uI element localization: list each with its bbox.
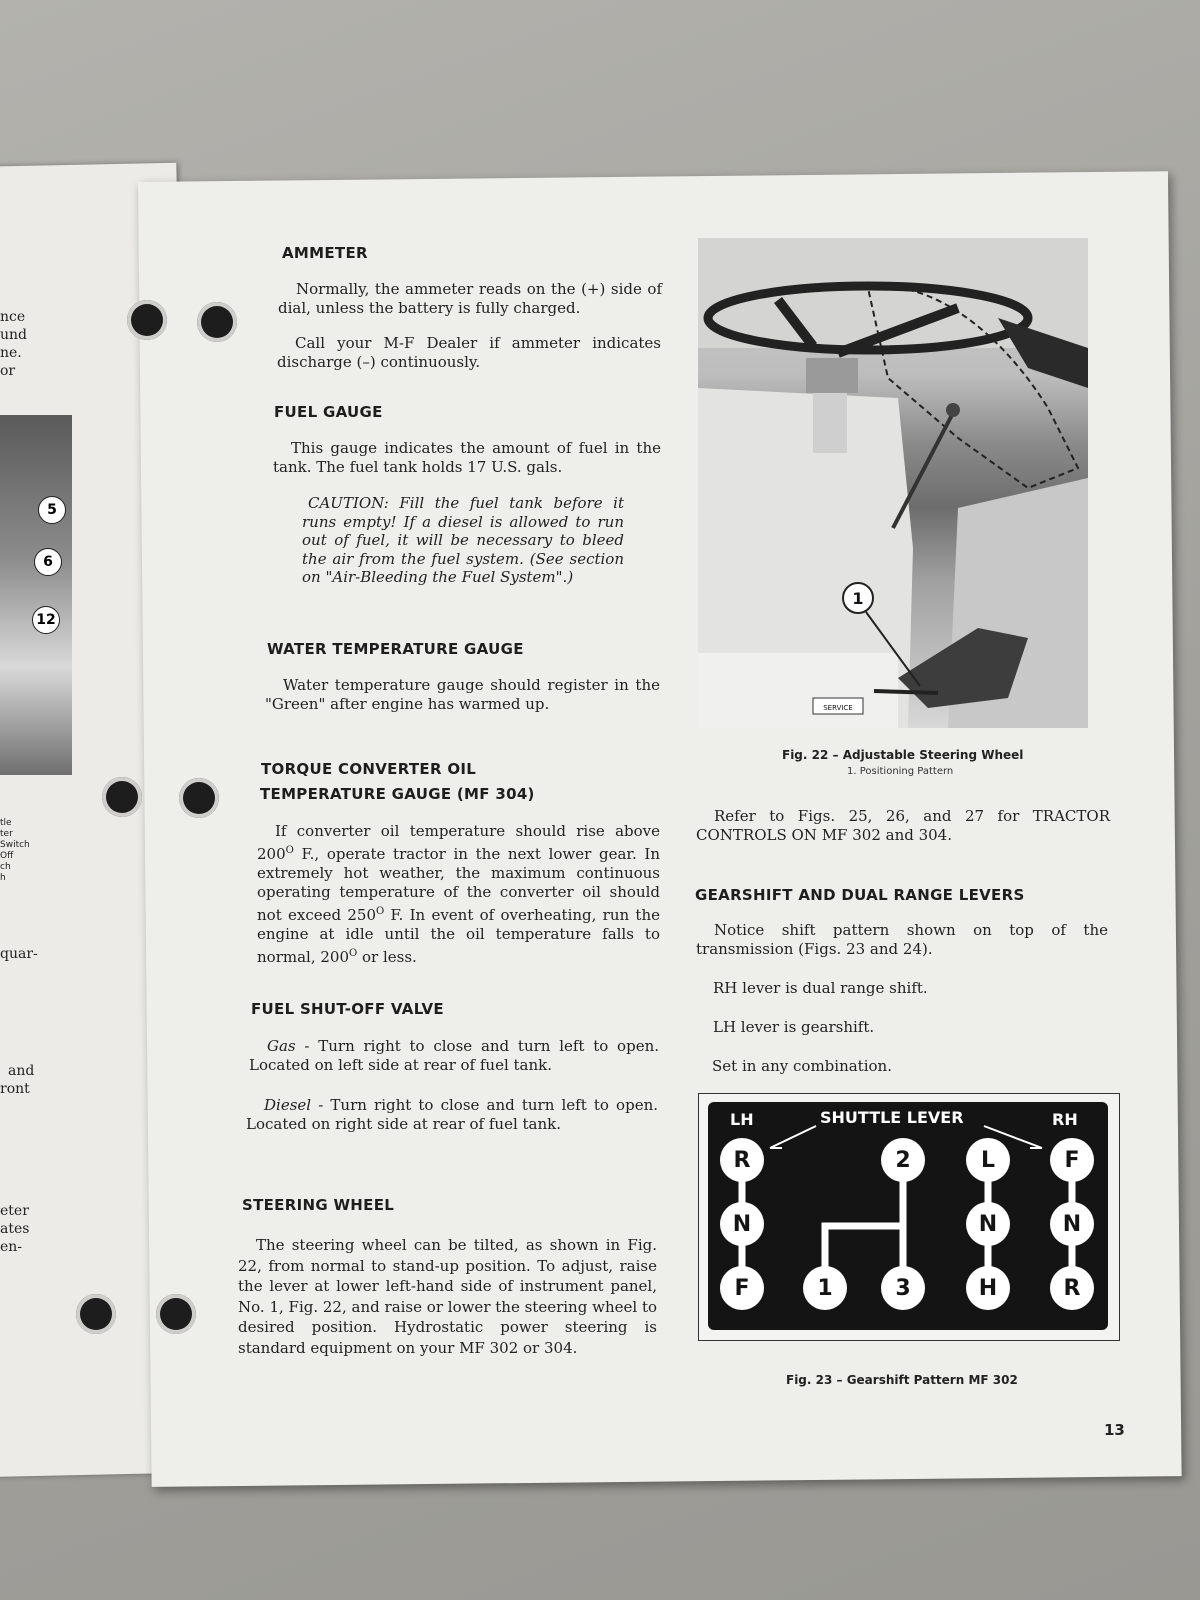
gear-knob-r: R (720, 1138, 764, 1182)
section-heading-torque-converter-line2: TEMPERATURE GAUGE (MF 304) (260, 785, 535, 803)
left-legend-fragment: h (0, 873, 6, 883)
left-legend-fragment: tle (0, 818, 12, 828)
range-knob-l: L (966, 1138, 1010, 1182)
left-legend-fragment: ter (0, 829, 13, 839)
page-number: 13 (1104, 1421, 1125, 1439)
shutoff-gas-paragraph: Gas - Turn right to close and turn left to open. Located on left side at rear of fuel tank. (249, 1037, 659, 1074)
refer-paragraph: Refer to Figs. 25, 26, and 27 for TRACTOR CONTROLS ON MF 302 and 304. (696, 807, 1110, 844)
left-text-fragment: und (0, 327, 27, 343)
left-legend-fragment: Off (0, 851, 14, 861)
section-heading-ammeter: AMMETER (282, 244, 368, 262)
gear-knob-3: 3 (881, 1266, 925, 1310)
section-heading-fuel-gauge: FUEL GAUGE (274, 403, 383, 421)
binder-hole (197, 302, 237, 342)
left-text-fragment: and (8, 1063, 35, 1079)
left-text-fragment: eter (0, 1203, 29, 1219)
gearshift-lh-text: LH lever is gearshift. (713, 1018, 875, 1036)
fig22-callout: 1 (852, 589, 864, 608)
fig23-caption: Fig. 23 – Gearshift Pattern MF 302 (786, 1373, 1018, 1387)
section-heading-water-temp: WATER TEMPERATURE GAUGE (267, 640, 524, 658)
fig22-steering-wheel-photo (698, 238, 1088, 728)
fig22-subcaption: 1. Positioning Pattern (847, 766, 954, 777)
ammeter-paragraph: Normally, the ammeter reads on the (+) side of dial, unless the battery is fully charged. (278, 280, 662, 317)
gear-knob-1: 1 (803, 1266, 847, 1310)
service-label: SERVICE (823, 704, 853, 712)
shift-plate (708, 1102, 1108, 1330)
shutoff-diesel-paragraph: Diesel - Turn right to close and turn left to open. Located on right side at rear of fuel tank. (246, 1096, 658, 1133)
photo-callout: 6 (34, 548, 62, 576)
gear-knob-2: 2 (881, 1138, 925, 1182)
left-instrument-photo (0, 415, 72, 775)
left-text-fragment: ne. (0, 345, 22, 361)
fuel-gauge-paragraph: This gauge indicates the amount of fuel in the tank. The fuel tank holds 17 U.S. gals. (273, 439, 661, 476)
shuttle-knob-r: R (1050, 1266, 1094, 1310)
steering-paragraph: The steering wheel can be tilted, as shown in Fig. 22, from normal to stand-up position. To adjust, raise the lever at lower left-hand side of instrument panel, No. 1, Fig. 22, and raise or lower the steering wheel to desired position. Hydrostatic power steering is standard equipment on your MF 302 or 304. (238, 1236, 657, 1357)
fig23-shift-pattern (698, 1093, 1120, 1341)
section-heading-steering-wheel: STEERING WHEEL (242, 1196, 395, 1214)
lh-label: LH (730, 1110, 754, 1129)
gear-knob-f: F (720, 1266, 764, 1310)
rh-label: RH (1052, 1110, 1078, 1129)
left-text-fragment: ront (0, 1081, 30, 1097)
photo-callout: 12 (32, 606, 60, 634)
range-knob-n: N (966, 1202, 1010, 1246)
left-text-fragment: en- (0, 1239, 23, 1255)
torque-converter-paragraph: If converter oil temperature should rise above $200^O$ F., operate tractor in the next lower gear. In extremely hot weather, the maximum continuous operating temperature of the converter oil should not exceed $250^O$ F. In event of overheating, run the engine at idle until the oil temperature falls to normal, $200^O$ or less. (257, 822, 660, 966)
ammeter-paragraph: Call your M-F Dealer if ammeter indicates discharge (–) continuously. (277, 334, 661, 371)
gear-knob-n: N (720, 1202, 764, 1246)
gearshift-paragraph: Notice shift pattern shown on top of the transmission (Figs. 23 and 24). (696, 921, 1108, 958)
shuttle-lever-label: SHUTTLE LEVER (820, 1108, 964, 1127)
left-text-fragment: quar- (0, 946, 38, 962)
left-text-fragment: or (0, 363, 16, 379)
left-text-fragment: nce (0, 309, 26, 325)
steering-wheel-illustration (698, 238, 1088, 728)
water-temp-paragraph: Water temperature gauge should register in the "Green" after engine has warmed up. (265, 676, 660, 713)
gearshift-rh-text: RH lever is dual range shift. (713, 979, 928, 997)
gearshift-combination-text: Set in any combination. (712, 1057, 892, 1075)
left-legend-fragment: ch (0, 862, 11, 872)
photo-callout: 5 (38, 496, 66, 524)
left-text-fragment: ates (0, 1221, 30, 1237)
binder-hole (76, 1294, 116, 1334)
fig22-caption: Fig. 22 – Adjustable Steering Wheel (782, 748, 1024, 762)
binder-hole (179, 778, 219, 818)
shuttle-knob-f: F (1050, 1138, 1094, 1182)
binder-hole (127, 300, 167, 340)
fuel-caution-note: CAUTION: Fill the fuel tank before it runs empty! If a diesel is allowed to run out of fuel, it will be necessary to bleed the air from the fuel system. (See section on "Air-Bleeding the Fuel System".) (302, 494, 624, 586)
section-heading-gearshift: GEARSHIFT AND DUAL RANGE LEVERS (695, 886, 1025, 904)
section-heading-fuel-shutoff: FUEL SHUT-OFF VALVE (251, 1000, 444, 1018)
binder-hole (102, 777, 142, 817)
left-legend-fragment: Switch (0, 840, 30, 850)
section-heading-torque-converter: TORQUE CONVERTER OIL (261, 760, 477, 778)
shuttle-knob-n: N (1050, 1202, 1094, 1246)
binder-hole (156, 1294, 196, 1334)
range-knob-h: H (966, 1266, 1010, 1310)
